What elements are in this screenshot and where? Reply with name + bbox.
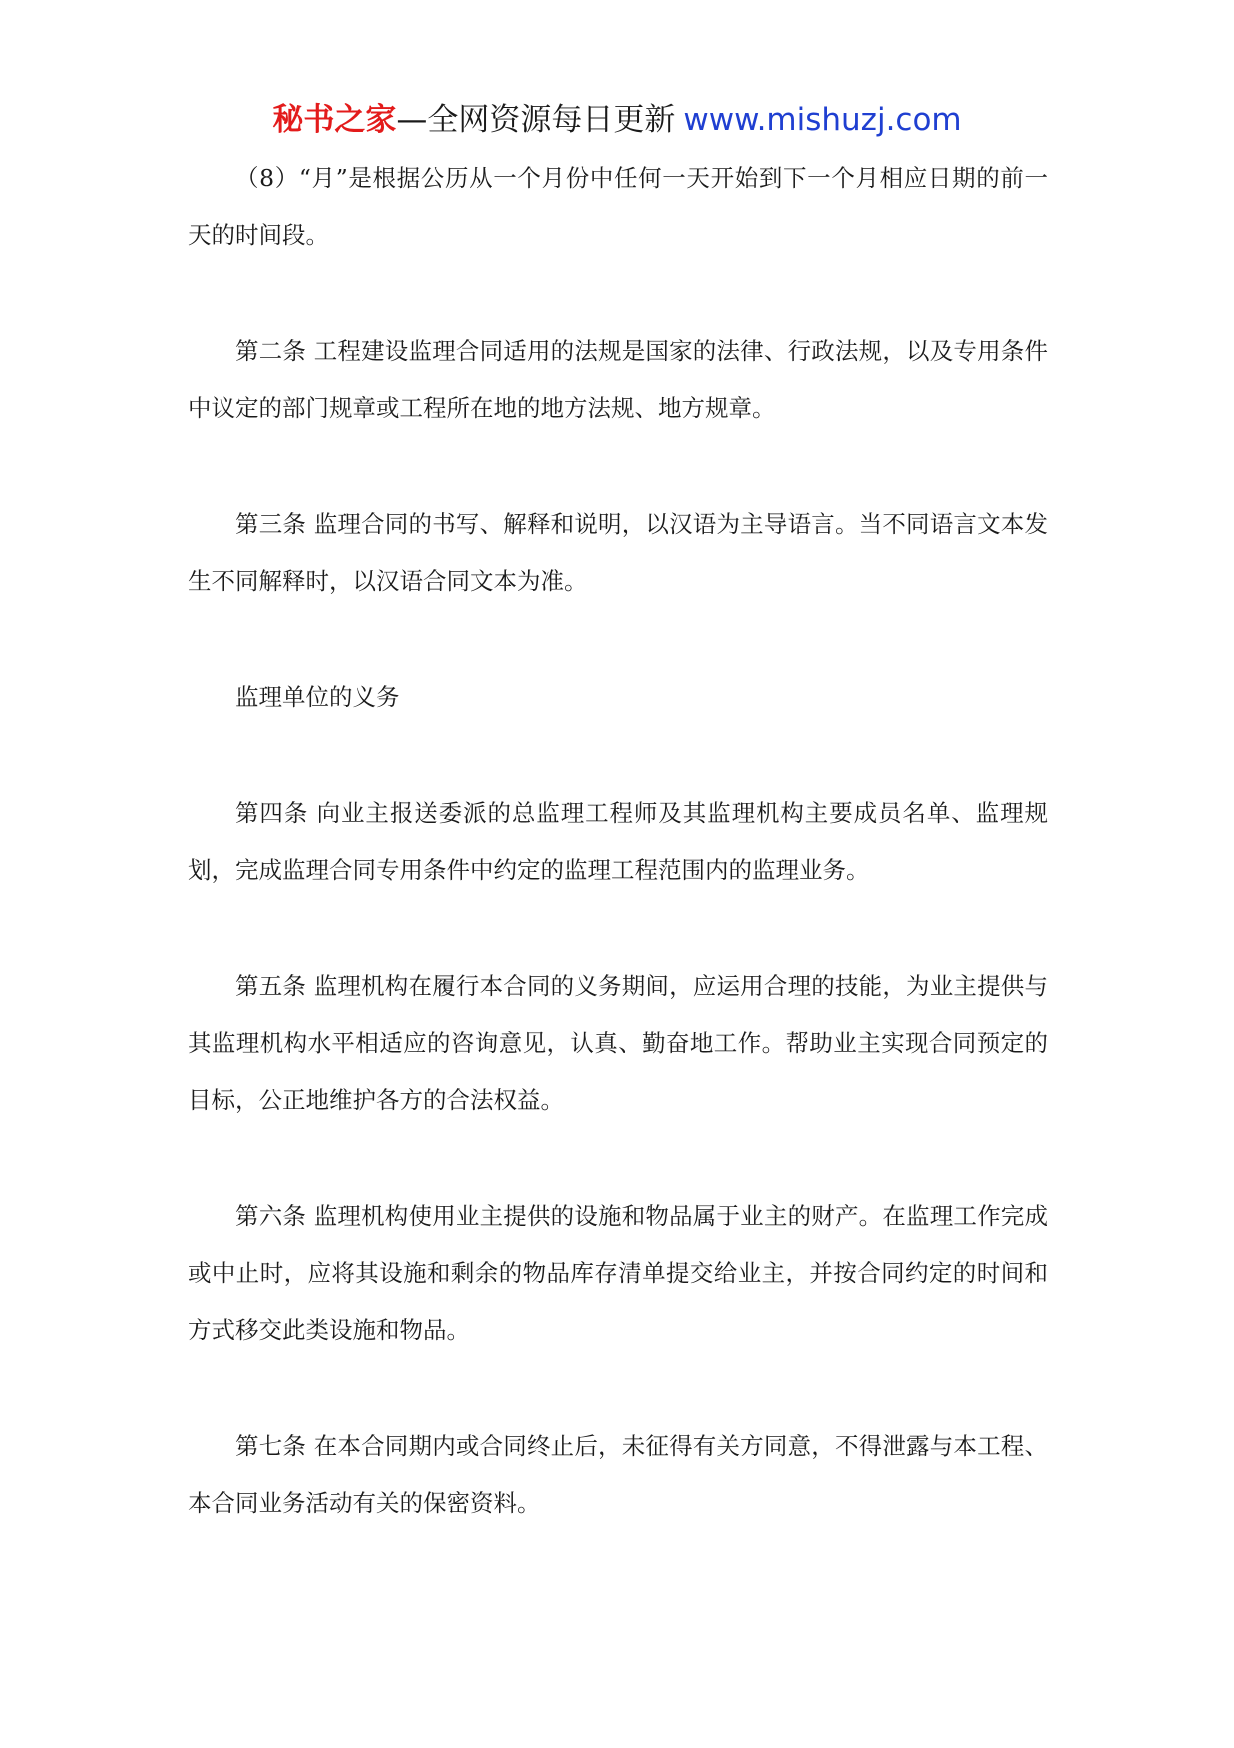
section-heading-obligations: 监理单位的义务 (235, 683, 400, 711)
paragraph-month-definition: （8）“月”是根据公历从一个月份中任何一天开始到下一个月相应日期的前一天的时间段。 (188, 164, 1048, 249)
site-brand: 秘书之家 (272, 102, 397, 138)
site-url-link[interactable]: www.mishuzj.com (683, 102, 962, 138)
site-header (0, 100, 1234, 140)
paragraph-article-6: 第六条 监理机构使用业主提供的设施和物品属于业主的财产。在监理工作完成或中止时，应将其设施和剩余的物品库存清单提交给业主，并按合同约定的时间和方式移交此类设施和物品。 (188, 1202, 1048, 1344)
paragraph-article-2: 第二条 工程建设监理合同适用的法规是国家的法律、行政法规，以及专用条件中议定的部门规章或工程所在地的地方法规、地方规章。 (188, 337, 1048, 422)
site-slogan: —全网资源每日更新 (396, 102, 676, 138)
paragraph-article-7: 第七条 在本合同期内或合同终止后，未征得有关方同意，不得泄露与本工程、本合同业务活动有关的保密资料。 (188, 1432, 1048, 1517)
paragraph-article-3: 第三条 监理合同的书写、解释和说明，以汉语为主导语言。当不同语言文本发生不同解释时，以汉语合同文本为准。 (188, 510, 1048, 595)
paragraph-article-4: 第四条 向业主报送委派的总监理工程师及其监理机构主要成员名单、监理规划，完成监理合同专用条件中约定的监理工程范围内的监理业务。 (188, 799, 1048, 884)
document-body (188, 150, 1048, 1591)
paragraph-article-5: 第五条 监理机构在履行本合同的义务期间，应运用合理的技能，为业主提供与其监理机构水平相适应的咨询意见，认真、勤奋地工作。帮助业主实现合同预定的目标，公正地维护各方的合法权益。 (188, 972, 1048, 1114)
